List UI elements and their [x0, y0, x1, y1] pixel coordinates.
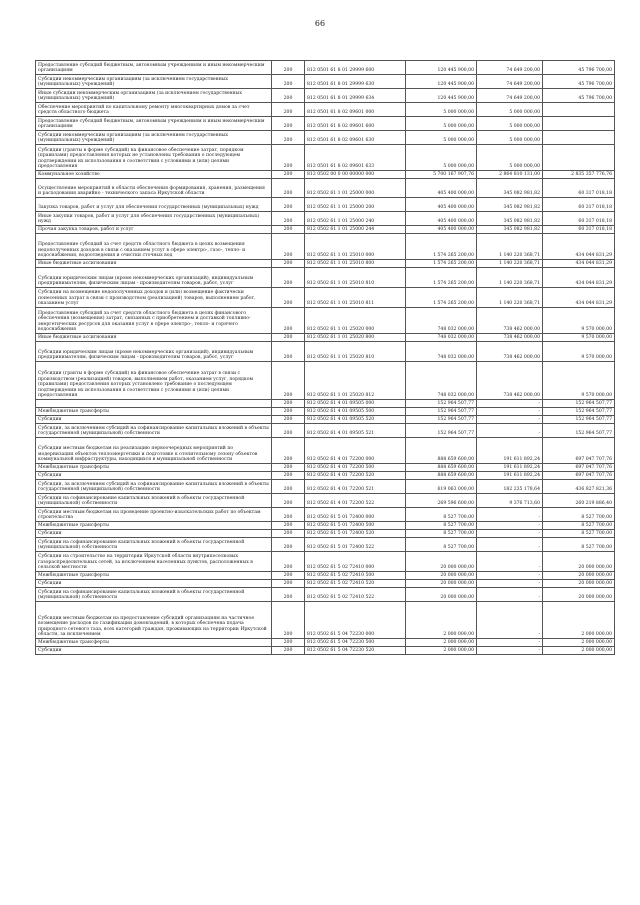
table-row [36, 362, 615, 400]
page-number: 66 [314, 19, 326, 28]
row-classification-code-cell: 812 0502 61 5 01 72400 520 [305, 530, 406, 538]
row-admin-code-cell: 200 [272, 61, 305, 75]
row-executed-amount-cell: 5 000 000,00 [477, 103, 543, 117]
row-admin-code-cell: 200 [272, 342, 305, 362]
row-name-cell: Субсидии юридическим лицам (кроме некоммерческих организаций), индивидуальным предпринимателям, физическим лицам - производителям товаров, работ, услуг [36, 342, 272, 362]
row-classification-code-cell: 812 0502 61 5 01 72400 500 [305, 522, 406, 530]
row-classification-code-cell: 812 0502 61 1 01 25020 810 [305, 342, 406, 362]
row-unexecuted-amount-cell: 697 047 707,76 [543, 438, 615, 464]
row-executed-amount-cell: - [477, 580, 543, 588]
row-admin-code-cell: 200 [272, 308, 305, 334]
row-executed-amount-cell: 738 462 000,00 [477, 362, 543, 400]
row-executed-amount-cell: 1 140 220 368,71 [477, 260, 543, 268]
row-approved-amount-cell: 8 527 700,00 [406, 530, 477, 538]
row-admin-code-cell: 200 [272, 400, 305, 408]
row-unexecuted-amount-cell [543, 117, 615, 131]
table-row [36, 602, 615, 639]
row-admin-code-cell: 200 [272, 226, 305, 234]
table-row [36, 480, 615, 494]
row-name-cell: Субсидии (гранты в форме субсидий) на финансовое обеспечение затрат в связи с производством (реализацией) товаров, выполнением работ, оказанием услуг, порядком (правилами) предоставления которых установлено требование о последующем подтверждении их использования в соответствии с условиями и (или) целями предоставления [36, 362, 272, 400]
row-classification-code-cell: 812 0502 61 5 02 72410 522 [305, 588, 406, 602]
table-row [36, 530, 615, 538]
row-executed-amount-cell: - [477, 530, 543, 538]
row-name-cell: Субсидии на софинансирование капитальных вложений в объекты государственной (муниципальной) собственности [36, 538, 272, 552]
row-classification-code-cell: 812 0502 61 1 01 25020 812 [305, 362, 406, 400]
row-executed-amount-cell: 9 376 713,60 [477, 494, 543, 508]
row-admin-code-cell: 200 [272, 362, 305, 400]
row-admin-code-cell: 200 [272, 494, 305, 508]
row-unexecuted-amount-cell: 697 047 707,76 [543, 464, 615, 472]
table-row [36, 416, 615, 424]
row-classification-code-cell: 812 0502 61 4 01 72200 520 [305, 472, 406, 480]
table-row [36, 89, 615, 103]
row-executed-amount-cell: 738 462 000,00 [477, 308, 543, 334]
row-unexecuted-amount-cell: 434 044 831,29 [543, 288, 615, 308]
table-row [36, 508, 615, 522]
table-row [36, 103, 615, 117]
row-approved-amount-cell: 405 400 000,00 [406, 226, 477, 234]
row-admin-code-cell: 200 [272, 288, 305, 308]
row-classification-code-cell: 812 0502 61 5 02 72410 500 [305, 572, 406, 580]
row-name-cell: Субсидии [36, 530, 272, 538]
row-unexecuted-amount-cell: 152 964 507,77 [543, 424, 615, 438]
row-name-cell: Субсидии местным бюджетам на предоставление субсидий организациям на частичное возмещение расходов по газификации домовладений, в которых обеспечена подача природного сетевого газа, всех категорий граждан, проживающих на территории Иркутской области, за исключением [36, 602, 272, 639]
row-unexecuted-amount-cell: 2 835 357 776,76 [543, 171, 615, 179]
row-executed-amount-cell: 345 082 981,82 [477, 212, 543, 226]
row-classification-code-cell: 812 0502 61 5 01 72400 522 [305, 538, 406, 552]
row-executed-amount-cell: 738 462 000,00 [477, 334, 543, 342]
row-name-cell [36, 400, 272, 408]
row-unexecuted-amount-cell: 434 044 831,29 [543, 260, 615, 268]
row-admin-code-cell: 200 [272, 538, 305, 552]
row-name-cell: Обеспечение мероприятий по капитальному ремонту многоквартирных домов за счет средств областного бюджета [36, 103, 272, 117]
row-admin-code-cell: 200 [272, 75, 305, 89]
row-unexecuted-amount-cell: 9 570 000,00 [543, 362, 615, 400]
row-classification-code-cell: 812 0501 61 8 02 09601 000 [305, 103, 406, 117]
row-name-cell: Субсидии на софинансирование капитальных вложений в объекты государственной (муниципальной) собственности [36, 588, 272, 602]
row-approved-amount-cell: 2 000 000,00 [406, 639, 477, 647]
table-row [36, 226, 615, 234]
row-unexecuted-amount-cell: 697 047 707,76 [543, 472, 615, 480]
row-admin-code-cell: 200 [272, 145, 305, 171]
table-row [36, 212, 615, 226]
row-approved-amount-cell: 20 000 000,00 [406, 552, 477, 572]
row-name-cell: Субсидии [36, 647, 272, 655]
table-row [36, 342, 615, 362]
row-approved-amount-cell: 20 000 000,00 [406, 588, 477, 602]
row-approved-amount-cell: 269 596 600,00 [406, 494, 477, 508]
row-admin-code-cell: 200 [272, 103, 305, 117]
row-executed-amount-cell: 191 611 892,24 [477, 438, 543, 464]
row-executed-amount-cell: - [477, 552, 543, 572]
row-approved-amount-cell: 1 574 265 200,00 [406, 234, 477, 260]
row-executed-amount-cell: - [477, 639, 543, 647]
row-unexecuted-amount-cell: 60 317 018,18 [543, 226, 615, 234]
row-approved-amount-cell: 748 032 000,00 [406, 334, 477, 342]
row-admin-code-cell: 200 [272, 334, 305, 342]
row-executed-amount-cell: - [477, 400, 543, 408]
row-approved-amount-cell: 2 000 000,00 [406, 647, 477, 655]
row-name-cell: Субсидии местным бюджетам на реализацию первоочередных мероприятий по модернизации объектов теплоэнергетики и подготовке к отопительному сезону объектов коммунальной инфраструктуры, находящихся в муниципальной собственности [36, 438, 272, 464]
table-row [36, 438, 615, 464]
row-approved-amount-cell: 748 032 000,00 [406, 362, 477, 400]
row-classification-code-cell: 812 0501 61 8 01 29999 600 [305, 61, 406, 75]
row-approved-amount-cell: 888 659 600,00 [406, 472, 477, 480]
table-row [36, 131, 615, 145]
row-approved-amount-cell: 8 527 700,00 [406, 508, 477, 522]
row-classification-code-cell: 812 0502 61 4 01 72200 521 [305, 480, 406, 494]
row-classification-code-cell: 812 0502 61 5 04 72230 500 [305, 639, 406, 647]
table-row [36, 472, 615, 480]
row-name-cell: Межбюджетные трансферты [36, 408, 272, 416]
row-name-cell: Межбюджетные трансферты [36, 572, 272, 580]
row-unexecuted-amount-cell [543, 131, 615, 145]
row-unexecuted-amount-cell: 2 000 000,00 [543, 647, 615, 655]
row-approved-amount-cell: 5 000 000,00 [406, 131, 477, 145]
row-admin-code-cell: 200 [272, 639, 305, 647]
row-executed-amount-cell: - [477, 602, 543, 639]
row-name-cell: Субсидии, за исключением субсидий на софинансирование капитальных вложений в объекты государственной (муниципальной) собственности [36, 480, 272, 494]
row-approved-amount-cell: 888 659 600,00 [406, 464, 477, 472]
row-admin-code-cell: 200 [272, 522, 305, 530]
row-approved-amount-cell: 1 574 265 200,00 [406, 288, 477, 308]
row-approved-amount-cell: 20 000 000,00 [406, 580, 477, 588]
row-name-cell: Иные бюджетные ассигнования [36, 334, 272, 342]
row-executed-amount-cell: 5 000 000,00 [477, 145, 543, 171]
budget-table-body [36, 61, 615, 655]
row-name-cell: Субсидии на возмещение недополученных доходов и (или) возмещение фактически понесенных затрат в связи с производством (реализацией) товаров, выполнением работ, оказанием услуг [36, 288, 272, 308]
row-approved-amount-cell: 748 032 000,00 [406, 308, 477, 334]
row-unexecuted-amount-cell: 20 000 000,00 [543, 588, 615, 602]
table-row [36, 464, 615, 472]
row-name-cell: Иные субсидии некоммерческим организациям (за исключением государственных (муниципальных) учреждений) [36, 89, 272, 103]
row-approved-amount-cell: 20 000 000,00 [406, 572, 477, 580]
row-unexecuted-amount-cell: 20 000 000,00 [543, 580, 615, 588]
row-unexecuted-amount-cell: 152 964 507,77 [543, 416, 615, 424]
table-row [36, 522, 615, 530]
row-approved-amount-cell: 405 400 000,00 [406, 212, 477, 226]
table-row [36, 424, 615, 438]
row-name-cell: Межбюджетные трансферты [36, 522, 272, 530]
row-admin-code-cell: 200 [272, 480, 305, 494]
table-row [36, 145, 615, 171]
row-admin-code-cell: 200 [272, 212, 305, 226]
row-executed-amount-cell: 1 140 220 368,71 [477, 268, 543, 288]
row-unexecuted-amount-cell: 152 964 507,77 [543, 400, 615, 408]
table-row [36, 117, 615, 131]
row-executed-amount-cell: 191 611 892,24 [477, 464, 543, 472]
row-executed-amount-cell: 2 864 810 131,00 [477, 171, 543, 179]
row-classification-code-cell: 812 0502 00 0 00 00000 000 [305, 171, 406, 179]
row-name-cell: Субсидии, за исключением субсидий на софинансирование капитальных вложений в объекты государственной (муниципальной) собственности [36, 424, 272, 438]
row-unexecuted-amount-cell: 8 527 700,00 [543, 530, 615, 538]
row-approved-amount-cell: 120 445 900,00 [406, 89, 477, 103]
row-admin-code-cell: 200 [272, 131, 305, 145]
row-admin-code-cell: 200 [272, 508, 305, 522]
row-classification-code-cell: 812 0502 61 4 01 09505 000 [305, 400, 406, 408]
row-classification-code-cell: 812 0501 61 8 02 09601 600 [305, 117, 406, 131]
row-name-cell: Субсидии некоммерческим организациям (за исключением государственных (муниципальных) учреждений) [36, 131, 272, 145]
row-executed-amount-cell: 5 000 000,00 [477, 117, 543, 131]
row-executed-amount-cell: 191 611 892,24 [477, 472, 543, 480]
row-classification-code-cell: 812 0502 61 1 01 25010 800 [305, 260, 406, 268]
row-approved-amount-cell: 888 659 600,00 [406, 438, 477, 464]
row-admin-code-cell: 200 [272, 530, 305, 538]
row-classification-code-cell: 812 0501 61 8 01 29999 634 [305, 89, 406, 103]
row-approved-amount-cell: 619 063 000,00 [406, 480, 477, 494]
table-row [36, 572, 615, 580]
row-classification-code-cell: 812 0502 61 5 04 72230 520 [305, 647, 406, 655]
row-approved-amount-cell: 405 400 000,00 [406, 198, 477, 212]
row-executed-amount-cell: - [477, 508, 543, 522]
row-name-cell: Закупка товаров, работ и услуг для обеспечения государственных (муниципальных) нужд [36, 198, 272, 212]
row-name-cell: Субсидии на софинансирование капитальных вложений в объекты государственной (муниципальной) собственности [36, 494, 272, 508]
row-admin-code-cell: 200 [272, 572, 305, 580]
row-name-cell: Межбюджетные трансферты [36, 464, 272, 472]
row-admin-code-cell: 200 [272, 117, 305, 131]
table-row [36, 75, 615, 89]
row-approved-amount-cell: 152 964 507,77 [406, 400, 477, 408]
row-admin-code-cell: 200 [272, 424, 305, 438]
row-admin-code-cell: 200 [272, 260, 305, 268]
row-executed-amount-cell: 345 082 981,82 [477, 179, 543, 198]
row-approved-amount-cell: 5 000 000,00 [406, 145, 477, 171]
row-classification-code-cell: 812 0502 61 1 01 25020 000 [305, 308, 406, 334]
row-name-cell: Межбюджетные трансферты [36, 639, 272, 647]
row-executed-amount-cell: 5 000 000,00 [477, 131, 543, 145]
table-row [36, 639, 615, 647]
row-classification-code-cell: 812 0502 61 4 01 09505 500 [305, 408, 406, 416]
row-unexecuted-amount-cell [543, 145, 615, 171]
row-unexecuted-amount-cell: 8 527 700,00 [543, 522, 615, 530]
row-unexecuted-amount-cell: 45 796 700,00 [543, 75, 615, 89]
table-row [36, 308, 615, 334]
row-classification-code-cell: 812 0502 61 1 01 25010 811 [305, 288, 406, 308]
row-executed-amount-cell: 74 649 200,00 [477, 75, 543, 89]
row-executed-amount-cell: - [477, 588, 543, 602]
row-executed-amount-cell: - [477, 572, 543, 580]
row-unexecuted-amount-cell: 60 317 018,18 [543, 179, 615, 198]
row-admin-code-cell: 200 [272, 408, 305, 416]
row-executed-amount-cell: - [477, 522, 543, 530]
row-unexecuted-amount-cell: 45 796 700,00 [543, 89, 615, 103]
row-name-cell: Субсидии [36, 472, 272, 480]
row-executed-amount-cell: 345 082 981,82 [477, 198, 543, 212]
row-unexecuted-amount-cell: 434 044 831,29 [543, 234, 615, 260]
row-unexecuted-amount-cell: 2 000 000,00 [543, 602, 615, 639]
row-classification-code-cell: 812 0502 61 5 02 72410 000 [305, 552, 406, 572]
row-admin-code-cell: 200 [272, 580, 305, 588]
row-approved-amount-cell: 405 400 000,00 [406, 179, 477, 198]
row-approved-amount-cell: 1 574 265 200,00 [406, 268, 477, 288]
row-classification-code-cell: 812 0502 61 4 01 72200 522 [305, 494, 406, 508]
row-approved-amount-cell: 8 527 700,00 [406, 538, 477, 552]
row-admin-code-cell: 200 [272, 171, 305, 179]
table-row [36, 288, 615, 308]
row-admin-code-cell: 200 [272, 438, 305, 464]
table-row [36, 198, 615, 212]
row-approved-amount-cell: 120 445 900,00 [406, 61, 477, 75]
row-executed-amount-cell: - [477, 538, 543, 552]
row-admin-code-cell: 200 [272, 179, 305, 198]
row-unexecuted-amount-cell: 260 219 886,40 [543, 494, 615, 508]
table-row [36, 268, 615, 288]
row-approved-amount-cell: 1 574 265 200,00 [406, 260, 477, 268]
row-name-cell: Субсидии местным бюджетам на проведение проектно-изыскательских работ по объектам строительства [36, 508, 272, 522]
row-unexecuted-amount-cell: 2 000 000,00 [543, 639, 615, 647]
row-executed-amount-cell: - [477, 408, 543, 416]
row-classification-code-cell: 812 0502 61 1 01 25000 200 [305, 198, 406, 212]
row-name-cell: Субсидии [36, 580, 272, 588]
row-admin-code-cell: 200 [272, 588, 305, 602]
row-classification-code-cell: 812 0502 61 1 01 25000 240 [305, 212, 406, 226]
row-classification-code-cell: 812 0501 61 8 02 09601 630 [305, 131, 406, 145]
row-classification-code-cell: 812 0502 61 1 01 25000 000 [305, 179, 406, 198]
table-row [36, 552, 615, 572]
row-unexecuted-amount-cell: 9 570 000,00 [543, 334, 615, 342]
row-unexecuted-amount-cell: 436 827 821,36 [543, 480, 615, 494]
row-admin-code-cell: 200 [272, 464, 305, 472]
table-row [36, 494, 615, 508]
row-admin-code-cell: 200 [272, 552, 305, 572]
row-approved-amount-cell: 5 000 000,00 [406, 103, 477, 117]
row-approved-amount-cell: 2 000 000,00 [406, 602, 477, 639]
row-classification-code-cell: 812 0502 61 4 01 09505 521 [305, 424, 406, 438]
row-unexecuted-amount-cell [543, 103, 615, 117]
row-name-cell: Прочая закупка товаров, работ и услуг [36, 226, 272, 234]
row-name-cell: Коммунальное хозяйство [36, 171, 272, 179]
row-unexecuted-amount-cell: 20 000 000,00 [543, 552, 615, 572]
row-admin-code-cell: 200 [272, 268, 305, 288]
row-executed-amount-cell: 345 082 981,82 [477, 226, 543, 234]
row-admin-code-cell: 200 [272, 647, 305, 655]
row-admin-code-cell: 200 [272, 472, 305, 480]
row-classification-code-cell: 812 0502 61 5 02 72410 520 [305, 580, 406, 588]
row-classification-code-cell: 812 0502 61 1 01 25010 000 [305, 234, 406, 260]
row-approved-amount-cell: 152 964 507,77 [406, 424, 477, 438]
row-name-cell: Предоставление субсидий бюджетным, автономным учреждениям и иным некоммерческим организациям [36, 61, 272, 75]
table-row [36, 179, 615, 198]
row-unexecuted-amount-cell: 20 000 000,00 [543, 572, 615, 580]
table-row [36, 588, 615, 602]
row-approved-amount-cell: 5 000 000,00 [406, 117, 477, 131]
row-executed-amount-cell: 1 140 220 368,71 [477, 288, 543, 308]
row-unexecuted-amount-cell: 434 044 831,29 [543, 268, 615, 288]
row-executed-amount-cell: 1 140 220 368,71 [477, 234, 543, 260]
table-row [36, 171, 615, 179]
table-row [36, 538, 615, 552]
row-executed-amount-cell: 74 649 200,00 [477, 89, 543, 103]
row-classification-code-cell: 812 0502 61 5 01 72400 000 [305, 508, 406, 522]
budget-table [35, 60, 615, 655]
table-row [36, 400, 615, 408]
row-classification-code-cell: 812 0502 61 1 01 25020 800 [305, 334, 406, 342]
row-executed-amount-cell: 738 462 000,00 [477, 342, 543, 362]
row-executed-amount-cell: - [477, 416, 543, 424]
table-row [36, 580, 615, 588]
row-executed-amount-cell: 74 649 200,00 [477, 61, 543, 75]
row-classification-code-cell: 812 0502 61 4 01 72200 500 [305, 464, 406, 472]
row-approved-amount-cell: 152 964 507,77 [406, 416, 477, 424]
table-row [36, 234, 615, 260]
row-unexecuted-amount-cell: 60 317 018,18 [543, 212, 615, 226]
row-approved-amount-cell: 152 964 507,77 [406, 408, 477, 416]
row-classification-code-cell: 812 0502 61 4 01 09505 520 [305, 416, 406, 424]
row-name-cell: Субсидии некоммерческим организациям (за исключением государственных (муниципальных) учреждений) [36, 75, 272, 89]
row-admin-code-cell: 200 [272, 89, 305, 103]
row-unexecuted-amount-cell: 152 964 507,77 [543, 408, 615, 416]
row-unexecuted-amount-cell: 9 570 000,00 [543, 342, 615, 362]
row-name-cell: Иные закупки товаров, работ и услуг для обеспечения государственных (муниципальных) нужд [36, 212, 272, 226]
row-name-cell: Иные бюджетные ассигнования [36, 260, 272, 268]
row-classification-code-cell: 812 0501 61 8 01 29999 630 [305, 75, 406, 89]
row-name-cell: Предоставление субсидий за счет средств областного бюджета в целях возмещения недополученных доходов в связи с оказанием услуг в сфере электро-, газо-, тепло- и водоснабжения, водоотведения и очистки сточных вод [36, 234, 272, 260]
table-row [36, 260, 615, 268]
row-executed-amount-cell: 182 235 178,64 [477, 480, 543, 494]
row-unexecuted-amount-cell: 45 796 700,00 [543, 61, 615, 75]
row-classification-code-cell: 812 0502 61 1 01 25000 244 [305, 226, 406, 234]
row-admin-code-cell: 200 [272, 416, 305, 424]
row-approved-amount-cell: 8 527 700,00 [406, 522, 477, 530]
row-unexecuted-amount-cell: 60 317 018,18 [543, 198, 615, 212]
row-classification-code-cell: 812 0501 61 8 02 09601 633 [305, 145, 406, 171]
row-admin-code-cell: 200 [272, 198, 305, 212]
row-name-cell: Предоставление субсидий бюджетным, автономным учреждениям и иным некоммерческим организациям [36, 117, 272, 131]
row-name-cell: Субсидии на строительство на территории Иркутской области внутрипоселковых газораспределительных сетей, за исключением населенных пунктов, расположенных в сельской местности [36, 552, 272, 572]
row-classification-code-cell: 812 0502 61 1 01 25010 810 [305, 268, 406, 288]
row-executed-amount-cell: - [477, 647, 543, 655]
row-classification-code-cell: 812 0502 61 5 04 72230 000 [305, 602, 406, 639]
row-admin-code-cell: 200 [272, 602, 305, 639]
row-unexecuted-amount-cell: 8 527 700,00 [543, 508, 615, 522]
row-executed-amount-cell: - [477, 424, 543, 438]
table-row [36, 334, 615, 342]
row-approved-amount-cell: 5 700 167 907,76 [406, 171, 477, 179]
row-unexecuted-amount-cell: 8 527 700,00 [543, 538, 615, 552]
row-name-cell: Предоставление субсидий за счет средств областного бюджета в целях финансового обеспечения (возмещения) затрат, связанных с приобретением и доставкой топливно-энергетических ресурсов для оказания услуг в сфере электро-, тепло- и горячего водоснабжения [36, 308, 272, 334]
row-admin-code-cell: 200 [272, 234, 305, 260]
table-row [36, 61, 615, 75]
table-row [36, 408, 615, 416]
row-unexecuted-amount-cell: 9 570 000,00 [543, 308, 615, 334]
row-name-cell: Осуществление мероприятий в области обеспечения формирования, хранения, размещения и расходования аварийно - технического запаса Иркутской области [36, 179, 272, 198]
row-approved-amount-cell: 120 445 900,00 [406, 75, 477, 89]
row-classification-code-cell: 812 0502 61 4 01 72200 000 [305, 438, 406, 464]
table-row [36, 647, 615, 655]
row-name-cell: Субсидии юридическим лицам (кроме некоммерческих организаций), индивидуальным предпринимателям, физическим лицам - производителям товаров, работ, услуг [36, 268, 272, 288]
row-approved-amount-cell: 748 032 000,00 [406, 342, 477, 362]
row-name-cell: Субсидии (гранты в форме субсидий) на финансовое обеспечение затрат, порядком (правилами) предоставления которых не установлены требования о последующем подтверждении их использования в соответствии с условиями и (или) целями предоставления [36, 145, 272, 171]
row-name-cell: Субсидии [36, 416, 272, 424]
